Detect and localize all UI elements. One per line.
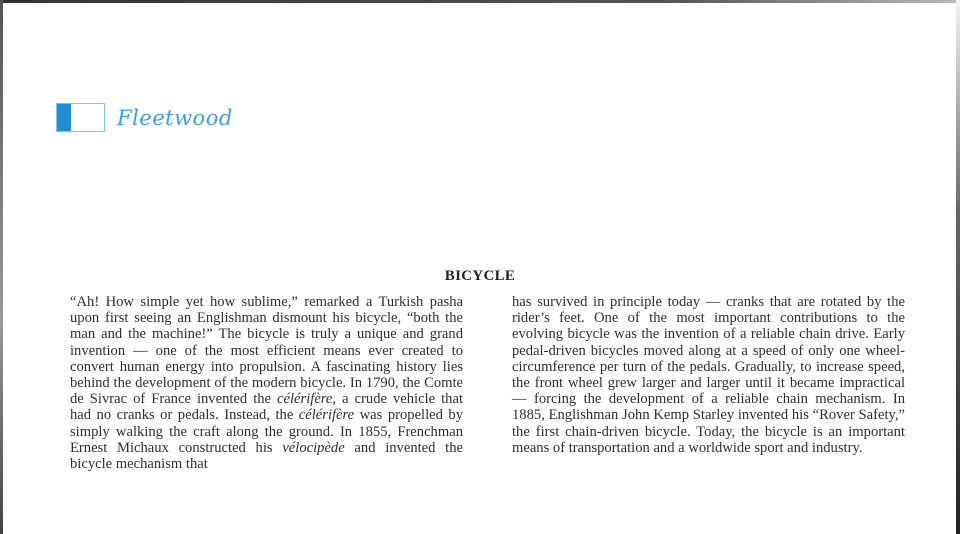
- italic-term: célérifère: [298, 407, 355, 424]
- left-border: [0, 0, 3, 534]
- italic-term: célérifère: [277, 391, 333, 408]
- left-paragraph: [70, 294, 463, 472]
- right-column: [512, 294, 905, 456]
- text-run: “Ah! How simple yet how sublime,” remarked a Turkish pasha upon first seeing an Englishman dismount his bicycle, “both the man and the machine!” The bicycle is truly a unique and grand invention — one of the most efficient means ever created to convert human energy into propulsion. A fascinating history lies behind the development of the modern bicycle. In 1790, the Comte de Sivrac of France invented the: [70, 294, 463, 408]
- top-border: [0, 0, 960, 3]
- logo-text: Fleetwood: [117, 106, 233, 130]
- left-column: [70, 294, 463, 472]
- right-border: [956, 0, 960, 534]
- text-run: and invented the bicycle mechanism that: [70, 439, 463, 473]
- text-run: , a crude vehicle that had no cranks or pedals. Instead, the: [70, 391, 463, 424]
- fleetwood-logo: [56, 102, 233, 132]
- article-title: BICYCLE: [444, 268, 516, 284]
- logo-mark-icon: [56, 103, 105, 132]
- right-paragraph: has survived in principle today — cranks that are rotated by the rider’s feet. One of the most important contributions to the evolving bicycle was the invention of a reliable chain drive. Early pedal-driven bicycles moved along at a speed of only one wheel-circumference per turn of the pedals. Gradually, to increase speed, the front wheel grew larger and larger until it became impractical — forcing the development of a reliable chain mechanism. In 1885, Englishman John Kemp Starley invented his “Rover Safety,” the first chain-driven bicycle. Today, the bicycle is an important means of transportation and a worldwide sport and industry.: [512, 294, 905, 456]
- logo-mark-fill: [57, 104, 71, 131]
- text-run: was propelled by simply walking the craft along the ground. In 1855, Frenchman Ernest Michaux constructed his: [70, 407, 463, 456]
- italic-term: vélocipède: [282, 439, 345, 456]
